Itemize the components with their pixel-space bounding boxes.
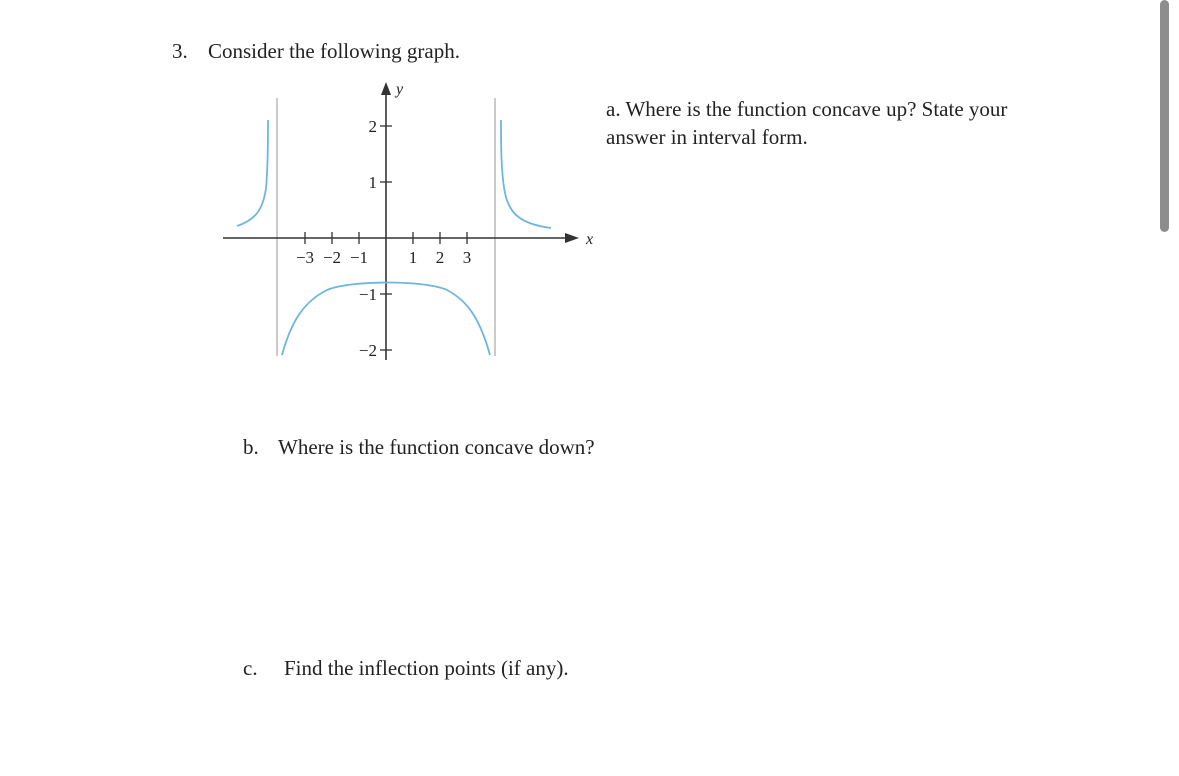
x-tick-label: −2 [322,248,342,267]
x-tick-labels [296,248,471,267]
x-axis-arrow [565,233,579,243]
part-c [243,654,569,682]
part-a-label: a. [606,97,621,121]
part-c-label: c. [243,656,258,680]
y-tick-label: 2 [368,117,377,136]
y-tick-label: −1 [358,285,377,304]
x-tick-label: 1 [408,248,418,267]
question-prompt: Consider the following graph. [208,39,460,63]
x-tick-label: 3 [462,248,472,267]
x-tick-label: 2 [435,248,445,267]
vertical-scrollbar[interactable] [1160,0,1169,232]
function-graph [215,78,615,378]
part-b-label: b. [243,435,259,459]
question-number: 3. [172,39,188,63]
y-axis-label: y [396,81,404,98]
part-c-text: Find the inflection points (if any). [284,656,569,680]
part-b [243,433,595,461]
y-tick-label: 1 [368,173,377,192]
curve-right-branch [501,120,551,228]
part-a [606,95,1066,152]
curve-left-branch [237,120,268,226]
x-axis-label: x [586,231,594,248]
y-axis-arrow [381,82,391,95]
x-tick-label: −3 [295,248,315,267]
question-header [172,37,460,65]
part-b-text: Where is the function concave down? [278,435,595,459]
part-a-text: Where is the function concave up? State your answer in interval form. [606,97,1008,150]
x-tick-label: −1 [349,248,369,267]
y-tick-label: −2 [358,341,377,360]
